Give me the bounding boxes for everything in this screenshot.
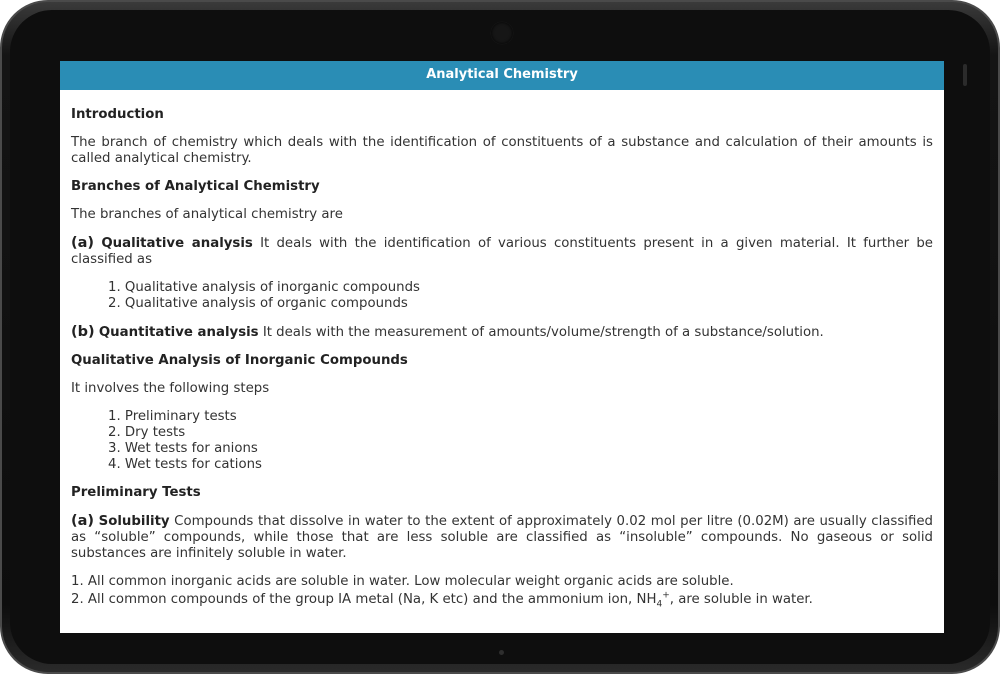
branch-a-label: Qualitative analysis <box>101 236 253 251</box>
list-item <box>71 592 933 608</box>
branch-a-paragraph <box>71 235 933 268</box>
home-indicator <box>499 650 504 655</box>
branch-a-list <box>71 280 933 312</box>
solubility-label: Solubility <box>98 514 170 529</box>
list-item: 1. Qualitative analysis of inorganic compounds <box>108 280 420 295</box>
list-item: 1. Preliminary tests <box>108 409 237 424</box>
intro-text: The branch of chemistry which deals with the identification of constituents of a substance and calculation of their amounts is called analytical chemistry. <box>71 135 933 166</box>
branch-a-prefix: (a) <box>71 235 95 251</box>
list-item: 3. Wet tests for anions <box>108 441 258 456</box>
list-item: 4. Wet tests for cations <box>108 457 262 472</box>
rule-text-end: , are soluble in water. <box>669 592 813 607</box>
screen <box>60 61 944 633</box>
solubility-rules <box>71 574 933 608</box>
branch-a-text: It deals with the identification of various constituents present in a given material. It further be classified as <box>71 236 933 267</box>
solubility-prefix: (a) <box>71 513 95 529</box>
intro-heading: Introduction <box>71 107 164 122</box>
preliminary-heading: Preliminary Tests <box>71 485 201 500</box>
solubility-text: Compounds that dissolve in water to the extent of approximately 0.02 mol per litre (0.02M) are usually classified as “soluble” compounds, while those that are less soluble are classified as “insoluble” compounds. No gaseous or solid substances are infinitely soluble in water. <box>71 514 933 561</box>
front-camera <box>491 22 513 44</box>
branch-b-label: Quantitative analysis <box>98 325 259 340</box>
list-item: 2. Qualitative analysis of organic compounds <box>108 296 408 311</box>
list-item: 1. All common inorganic acids are soluble in water. Low molecular weight organic acids are soluble. <box>71 574 734 589</box>
branches-heading: Branches of Analytical Chemistry <box>71 179 320 194</box>
steps-list <box>71 409 933 473</box>
solubility-paragraph <box>71 513 933 562</box>
superscript: + <box>662 590 670 601</box>
list-item: 2. Dry tests <box>108 425 186 440</box>
app-title: Analytical Chemistry <box>426 67 578 82</box>
branch-b-paragraph <box>71 324 933 341</box>
branches-intro: The branches of analytical chemistry are <box>71 207 343 222</box>
article-content[interactable] <box>60 90 944 608</box>
qual-inorganic-heading: Qualitative Analysis of Inorganic Compounds <box>71 353 408 368</box>
side-button <box>963 64 967 86</box>
qual-inorganic-intro: It involves the following steps <box>71 381 270 396</box>
subscript: 4 <box>656 599 663 610</box>
app-bar <box>60 61 944 90</box>
branch-b-text: It deals with the measurement of amounts/volume/strength of a substance/solution. <box>258 325 824 340</box>
rule-text: 2. All common compounds of the group IA metal (Na, K etc) and the ammonium ion, NH <box>71 592 657 607</box>
branch-b-prefix: (b) <box>71 324 95 340</box>
